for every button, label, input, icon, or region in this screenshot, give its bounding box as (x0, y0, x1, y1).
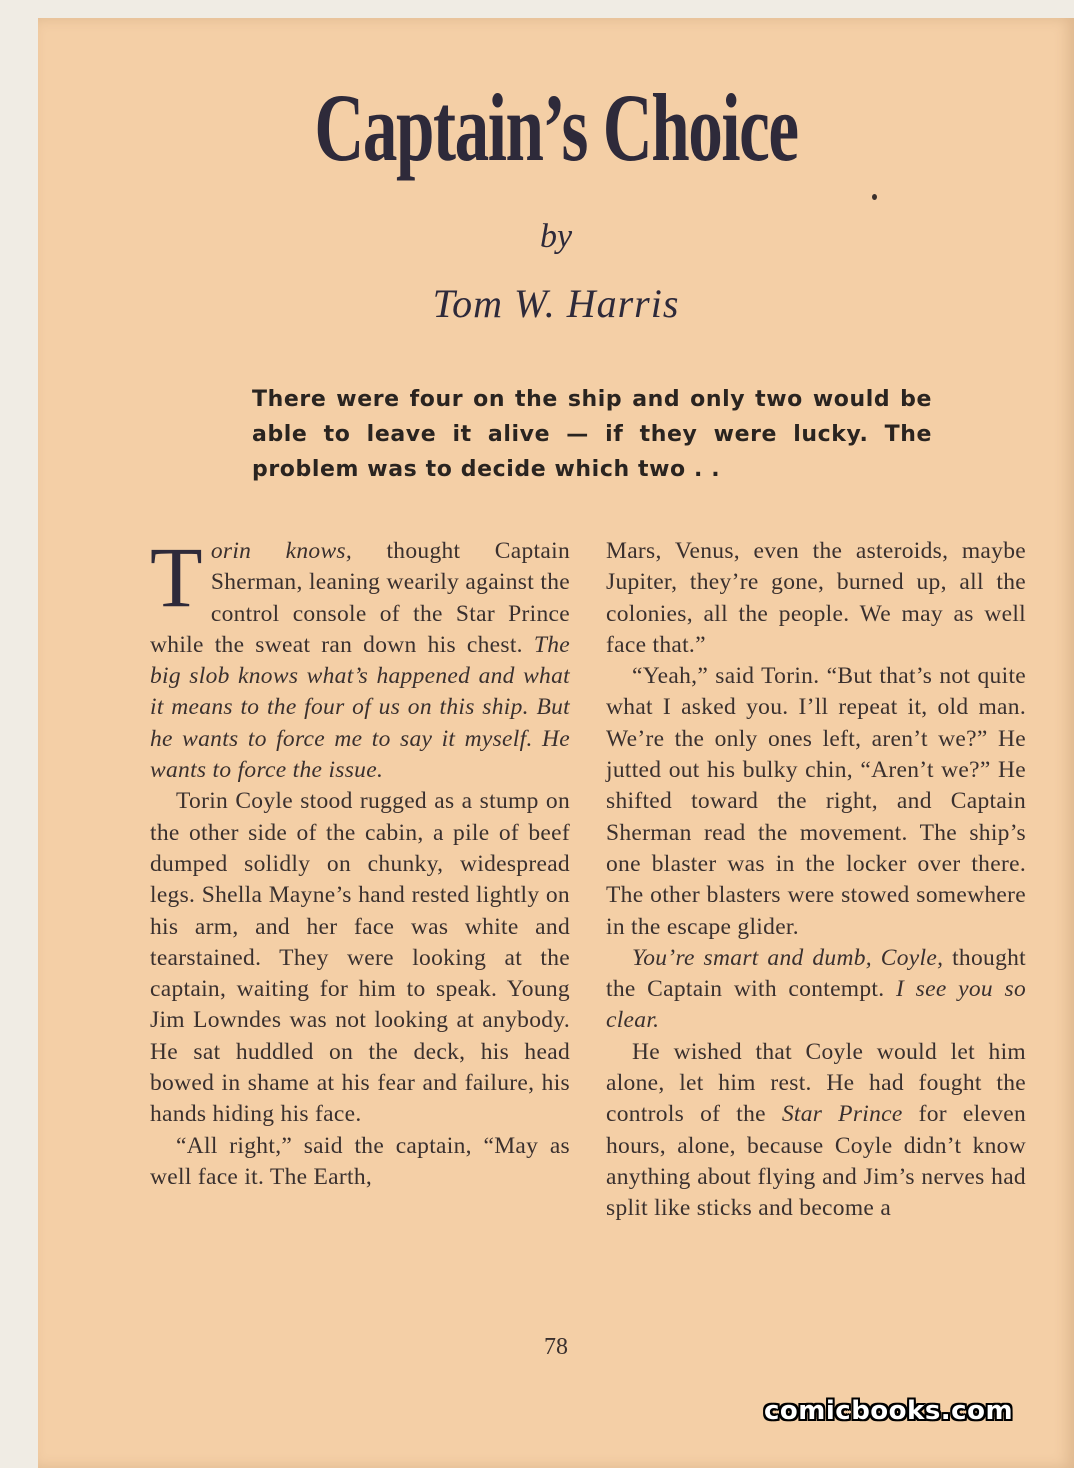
italic-text: Star Prince (781, 1101, 903, 1128)
paragraph-text: He wished that Coyle would let him alone, let him rest. He had fought the controls of the (606, 1038, 1026, 1128)
watermark-logo: comicbooks.com (764, 1396, 1014, 1426)
story-blurb (252, 382, 932, 487)
magazine-page (38, 18, 1074, 1468)
text-column-right (606, 536, 1026, 1225)
paragraph: “Yeah,” said Torin. “But that’s not quite what I asked you. I’ll repeat it, old man. We’re the only ones left, aren’t we?” He jutted out his bulky chin, “Aren’t we?” He shifted toward the right, and Captain Sherman read the movement. The ship’s one blaster was in the locker over there. The other blasters were stowed somewhere in the escape glider. (606, 663, 1026, 940)
paragraph: Torin Coyle stood rugged as a stump on the other side of the cabin, a pile of beef dumped solidly on chunky, widespread legs. Shella Mayne’s hand rested lightly on his arm, and her face was white and tearstained. They were looking at the captain, waiting for him to speak. Young Jim Lowndes was not looking at anybody. He sat huddled on the deck, his head bowed in shame at his fear and failure, his hands hiding his face. (150, 788, 570, 1128)
italic-text: You’re smart and dumb, Coyle, (632, 944, 944, 971)
italic-text: I see you so clear. (606, 976, 1026, 1034)
byline-prefix: by (539, 218, 573, 255)
paragraph (150, 529, 570, 786)
paragraph (606, 943, 1026, 1037)
paragraph-text: thought the Captain with contempt. (606, 944, 1027, 1003)
print-speck (872, 194, 877, 200)
paragraph-text: for eleven hours, alone, because Coyle didn’t know anything about flying and Jim’s nerves had split like sticks and become a (606, 1101, 1026, 1222)
paragraph-text: thought Captain Sherman, leaning wearily against the control console of the Star Prince while the sweat ran down his chest. (150, 538, 570, 658)
paragraph: Mars, Venus, even the asteroids, maybe Jupiter, they’re gone, burned up, all the colonies, all the people. We may as well face that.” (606, 538, 1026, 658)
story-title: Captain’s Choice (314, 74, 798, 181)
text-column-left (150, 529, 570, 1193)
page-number: 78 (544, 1334, 568, 1360)
italic-text: The big slob knows what’s happened and what it means to the four of us on this ship. But he wants to force me to say it myself. He wants to force the issue. (150, 631, 570, 784)
author-name: Tom W. Harris (432, 281, 680, 326)
drop-cap: T (150, 529, 203, 625)
paragraph: “All right,” said the captain, “May as well face it. The Earth, (150, 1132, 570, 1190)
paragraph (606, 1037, 1026, 1225)
italic-text: orin knows, (210, 538, 353, 564)
blurb-text: There were four on the ship and only two would be able to leave it alive — if they were lucky. The problem was to decide which two . . (252, 387, 932, 482)
